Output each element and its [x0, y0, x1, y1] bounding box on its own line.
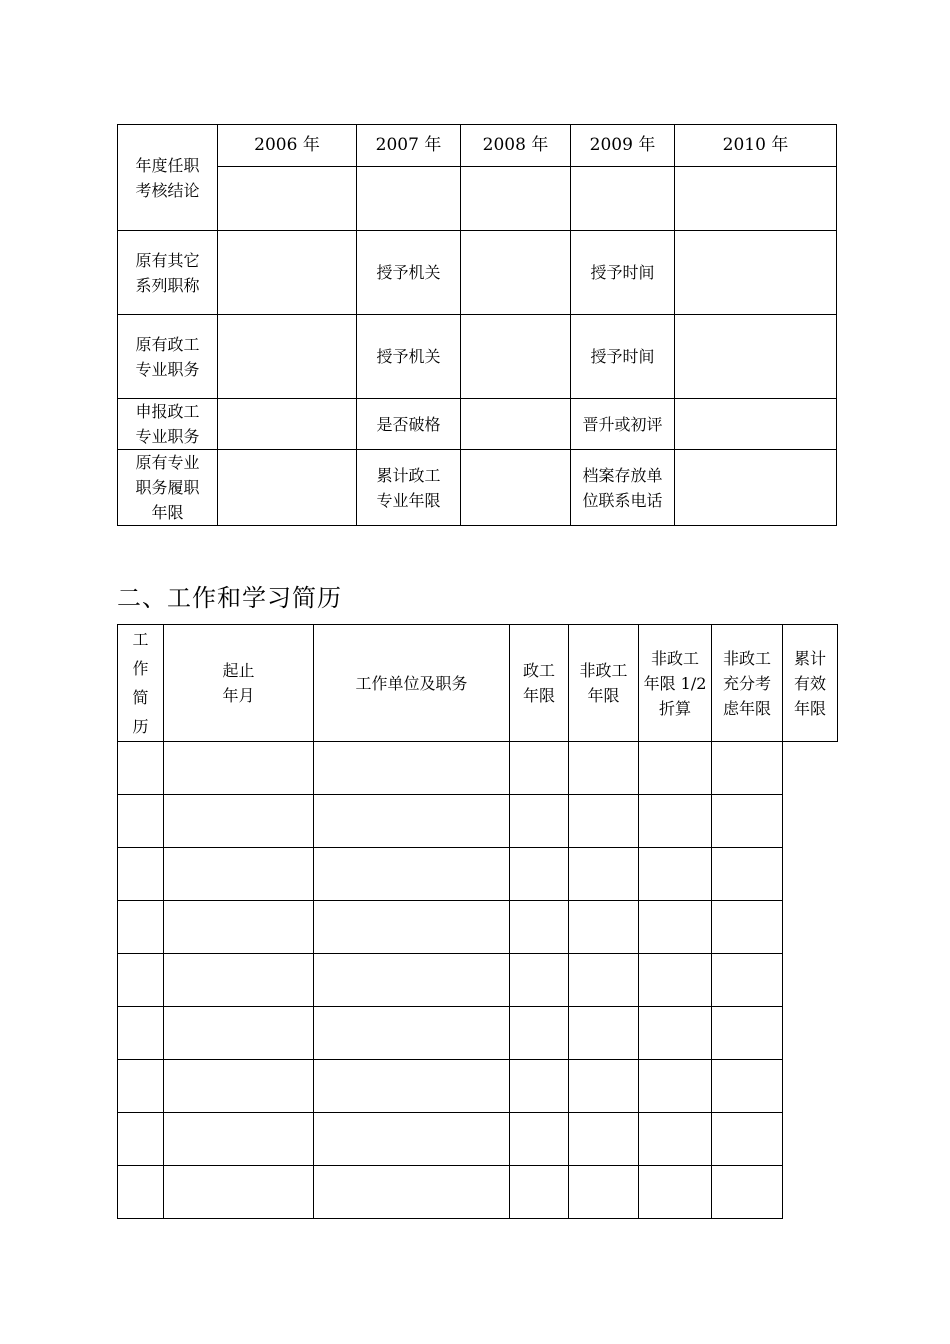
table-row: [118, 1060, 838, 1113]
half-conversion-cell[interactable]: [569, 954, 639, 1007]
political-post-label: 原有政工 专业职务: [118, 315, 218, 399]
period-cell[interactable]: [118, 901, 164, 954]
half-conversion-cell[interactable]: [569, 795, 639, 848]
other-series-title-value[interactable]: [218, 231, 357, 315]
assessment-2007-cell[interactable]: [357, 167, 461, 231]
employer-position-cell[interactable]: [164, 954, 314, 1007]
political-years-cell[interactable]: [314, 1060, 510, 1113]
employer-position-cell[interactable]: [164, 1166, 314, 1219]
nonpolitical-years-cell[interactable]: [510, 901, 569, 954]
other-granting-authority-value[interactable]: [461, 231, 571, 315]
nonpolitical-years-cell[interactable]: [510, 1060, 569, 1113]
half-conversion-cell[interactable]: [569, 742, 639, 795]
year-header-2008: 2008 年: [461, 125, 571, 167]
table-row: [118, 795, 838, 848]
cumulative-years-label: 累计政工 专业年限: [357, 450, 461, 526]
half-conversion-cell[interactable]: [569, 1166, 639, 1219]
exception-label: 是否破格: [357, 399, 461, 450]
promote-or-initial-label: 晋升或初评: [571, 399, 675, 450]
work-history-table: [117, 624, 838, 1219]
employer-position-cell[interactable]: [164, 901, 314, 954]
employer-position-cell[interactable]: [164, 848, 314, 901]
col-header-effective-years: 累计 有效 年限: [783, 625, 838, 742]
year-header-2009: 2009 年: [571, 125, 675, 167]
col-header-political-years: 政工 年限: [510, 625, 569, 742]
archive-phone-label: 档案存放单 位联系电话: [571, 450, 675, 526]
full-consideration-cell[interactable]: [639, 742, 712, 795]
political-granting-authority-value[interactable]: [461, 315, 571, 399]
archive-phone-value[interactable]: [675, 450, 837, 526]
half-conversion-cell[interactable]: [569, 848, 639, 901]
year-header-2007: 2007 年: [357, 125, 461, 167]
political-years-cell[interactable]: [314, 1166, 510, 1219]
full-consideration-cell[interactable]: [639, 954, 712, 1007]
political-years-cell[interactable]: [314, 954, 510, 1007]
nonpolitical-years-cell[interactable]: [510, 1007, 569, 1060]
assessment-2009-cell[interactable]: [571, 167, 675, 231]
half-conversion-cell[interactable]: [569, 1007, 639, 1060]
nonpolitical-years-cell[interactable]: [510, 1113, 569, 1166]
full-consideration-cell[interactable]: [639, 848, 712, 901]
political-years-cell[interactable]: [314, 1007, 510, 1060]
col-header-half-conversion: 非政工 年限 1/2 折算: [639, 625, 712, 742]
employer-position-cell[interactable]: [164, 795, 314, 848]
period-cell[interactable]: [118, 742, 164, 795]
nonpolitical-years-cell[interactable]: [510, 954, 569, 1007]
other-grant-time-label: 授予时间: [571, 231, 675, 315]
employer-position-cell[interactable]: [164, 742, 314, 795]
political-years-cell[interactable]: [314, 795, 510, 848]
political-years-cell[interactable]: [314, 901, 510, 954]
assessment-2010-cell[interactable]: [675, 167, 837, 231]
applied-post-value[interactable]: [218, 399, 357, 450]
nonpolitical-years-cell[interactable]: [510, 795, 569, 848]
effective-years-cell[interactable]: [712, 848, 783, 901]
political-granting-authority-label: 授予机关: [357, 315, 461, 399]
political-years-cell[interactable]: [314, 848, 510, 901]
half-conversion-cell[interactable]: [569, 901, 639, 954]
full-consideration-cell[interactable]: [639, 1113, 712, 1166]
effective-years-cell[interactable]: [712, 795, 783, 848]
nonpolitical-years-cell[interactable]: [510, 1166, 569, 1219]
effective-years-cell[interactable]: [712, 1166, 783, 1219]
other-grant-time-value[interactable]: [675, 231, 837, 315]
cumulative-years-value[interactable]: [461, 450, 571, 526]
annual-assessment-label: 年度任职 考核结论: [118, 125, 218, 231]
table-row: [118, 954, 838, 1007]
effective-years-cell[interactable]: [712, 1007, 783, 1060]
table-row: [118, 1166, 838, 1219]
nonpolitical-years-cell[interactable]: [510, 848, 569, 901]
political-years-cell[interactable]: [314, 1113, 510, 1166]
full-consideration-cell[interactable]: [639, 1166, 712, 1219]
section-title: 二、工作和学习简历: [117, 584, 342, 612]
full-consideration-cell[interactable]: [639, 1007, 712, 1060]
half-conversion-cell[interactable]: [569, 1113, 639, 1166]
employer-position-cell[interactable]: [164, 1007, 314, 1060]
political-grant-time-value[interactable]: [675, 315, 837, 399]
effective-years-cell[interactable]: [712, 1113, 783, 1166]
political-years-cell[interactable]: [314, 742, 510, 795]
effective-years-cell[interactable]: [712, 1060, 783, 1113]
table-row: [118, 1007, 838, 1060]
political-grant-time-label: 授予时间: [571, 315, 675, 399]
full-consideration-cell[interactable]: [639, 795, 712, 848]
effective-years-cell[interactable]: [712, 901, 783, 954]
employer-position-cell[interactable]: [164, 1113, 314, 1166]
period-cell[interactable]: [118, 1113, 164, 1166]
employer-position-cell[interactable]: [164, 1060, 314, 1113]
effective-years-cell[interactable]: [712, 742, 783, 795]
period-cell[interactable]: [118, 795, 164, 848]
service-years-value[interactable]: [218, 450, 357, 526]
period-cell[interactable]: [118, 848, 164, 901]
table-row: [118, 742, 838, 795]
year-header-2010: 2010 年: [675, 125, 837, 167]
exception-value[interactable]: [461, 399, 571, 450]
other-series-title-label: 原有其它 系列职称: [118, 231, 218, 315]
col-header-nonpolitical-years: 非政工 年限: [569, 625, 639, 742]
col-header-full-consideration: 非政工 充分考 虑年限: [712, 625, 783, 742]
work-history-rows: [118, 742, 838, 1219]
nonpolitical-years-cell[interactable]: [510, 742, 569, 795]
table-row: [118, 901, 838, 954]
col-header-period: 起止 年月: [164, 625, 314, 742]
full-consideration-cell[interactable]: [639, 1060, 712, 1113]
half-conversion-cell[interactable]: [569, 1060, 639, 1113]
political-post-value[interactable]: [218, 315, 357, 399]
table-row: [118, 848, 838, 901]
year-header-2006: 2006 年: [218, 125, 357, 167]
period-cell[interactable]: [118, 1166, 164, 1219]
period-cell[interactable]: [118, 1060, 164, 1113]
effective-years-cell[interactable]: [712, 954, 783, 1007]
assessment-2006-cell[interactable]: [218, 167, 357, 231]
other-granting-authority-label: 授予机关: [357, 231, 461, 315]
annual-assessment-table: [117, 124, 837, 526]
service-years-label: 原有专业 职务履职 年限: [118, 450, 218, 526]
full-consideration-cell[interactable]: [639, 901, 712, 954]
period-cell[interactable]: [118, 1007, 164, 1060]
applied-post-label: 申报政工 专业职务: [118, 399, 218, 450]
period-cell[interactable]: [118, 954, 164, 1007]
assessment-2008-cell[interactable]: [461, 167, 571, 231]
table-row: [118, 1113, 838, 1166]
col-header-employer-position: 工作单位及职务: [314, 625, 510, 742]
work-history-side-label: 工 作 简 历: [118, 625, 164, 742]
promote-or-initial-value[interactable]: [675, 399, 837, 450]
